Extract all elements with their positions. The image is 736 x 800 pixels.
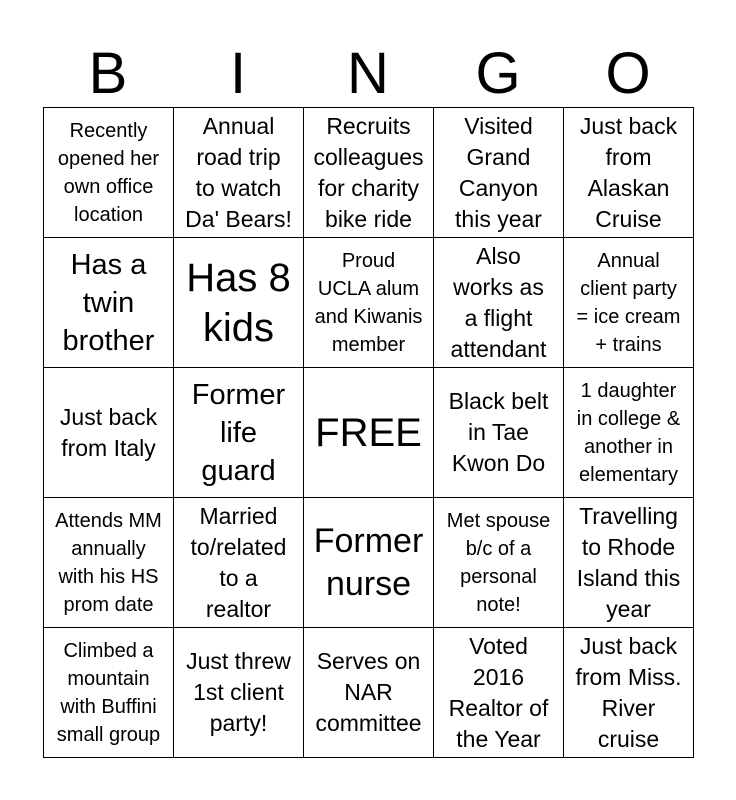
header-letter-n: N [347,41,389,106]
cell-text: Former life guard [191,378,286,487]
cell-text: Annual road trip to watch Da' Bears! [185,112,292,232]
cell-text: Black belt in Tae Kwon Do [448,388,549,476]
bingo-cell-r5-c5[interactable] [564,628,694,758]
bingo-cell-r5-c3[interactable] [304,628,434,758]
cell-text: 1 daughter in college & another in elementary [576,379,681,486]
cell-text: Has a twin brother [62,248,155,357]
header-letter-i: I [229,41,247,106]
bingo-cell-r2-c2[interactable] [174,238,304,368]
cell-text: Recently opened her own office location [57,119,160,226]
bingo-cell-r5-c2[interactable] [174,628,304,758]
bingo-cell-r3-c5[interactable] [564,368,694,498]
cell-text: Just threw 1st client party! [186,648,291,736]
cell-text: Also works as a flight attendant [450,242,547,362]
bingo-cell-r2-c3[interactable] [304,238,434,368]
cell-text: Travelling to Rhode Island this year [576,502,681,622]
bingo-cell-r4-c1[interactable] [44,498,174,628]
bingo-cell-r1-c2[interactable] [174,108,304,238]
cell-text: Former nurse [313,521,424,603]
bingo-cell-r4-c3[interactable] [304,498,434,628]
header-letter-o: O [605,41,651,106]
bingo-cell-r4-c2[interactable] [174,498,304,628]
cell-text: Just back from Italy [59,403,158,461]
cell-text: Met spouse b/c of a personal note! [446,509,551,616]
bingo-header [43,42,693,106]
bingo-cell-free[interactable] [304,368,434,498]
bingo-cell-r3-c1[interactable] [44,368,174,498]
cell-text: Climbed a mountain with Buffini small group [56,639,161,746]
bingo-grid [43,107,694,758]
header-letter-g: G [475,41,521,106]
bingo-cell-r2-c1[interactable] [44,238,174,368]
bingo-cell-r3-c2[interactable] [174,368,304,498]
bingo-cell-r4-c5[interactable] [564,498,694,628]
cell-text: Recruits colleagues for charity bike ride [313,112,424,232]
bingo-cell-r2-c4[interactable] [434,238,564,368]
cell-text: Annual client party = ice cream + trains [576,249,681,356]
bingo-cell-r3-c4[interactable] [434,368,564,498]
cell-text: Attends MM annually with his HS prom date [55,509,162,616]
bingo-cell-r1-c3[interactable] [304,108,434,238]
cell-text: Has 8 kids [186,255,291,350]
bingo-cell-r4-c4[interactable] [434,498,564,628]
bingo-cell-r1-c5[interactable] [564,108,694,238]
cell-text: Voted 2016 Realtor of the Year [448,632,549,752]
free-space-text: FREE [315,410,422,455]
bingo-cell-r2-c5[interactable] [564,238,694,368]
cell-text: Just back from Alaskan Cruise [579,112,678,232]
cell-text: Serves on NAR committee [315,648,422,736]
bingo-cell-r1-c4[interactable] [434,108,564,238]
bingo-cell-r1-c1[interactable] [44,108,174,238]
cell-text: Visited Grand Canyon this year [455,112,542,232]
bingo-cell-r5-c1[interactable] [44,628,174,758]
cell-text: Married to/related to a realtor [190,502,287,622]
header-letter-b: B [88,41,128,106]
bingo-cell-r5-c4[interactable] [434,628,564,758]
cell-text: Proud UCLA alum and Kiwanis member [314,249,423,356]
cell-text: Just back from Miss. River cruise [575,632,682,752]
